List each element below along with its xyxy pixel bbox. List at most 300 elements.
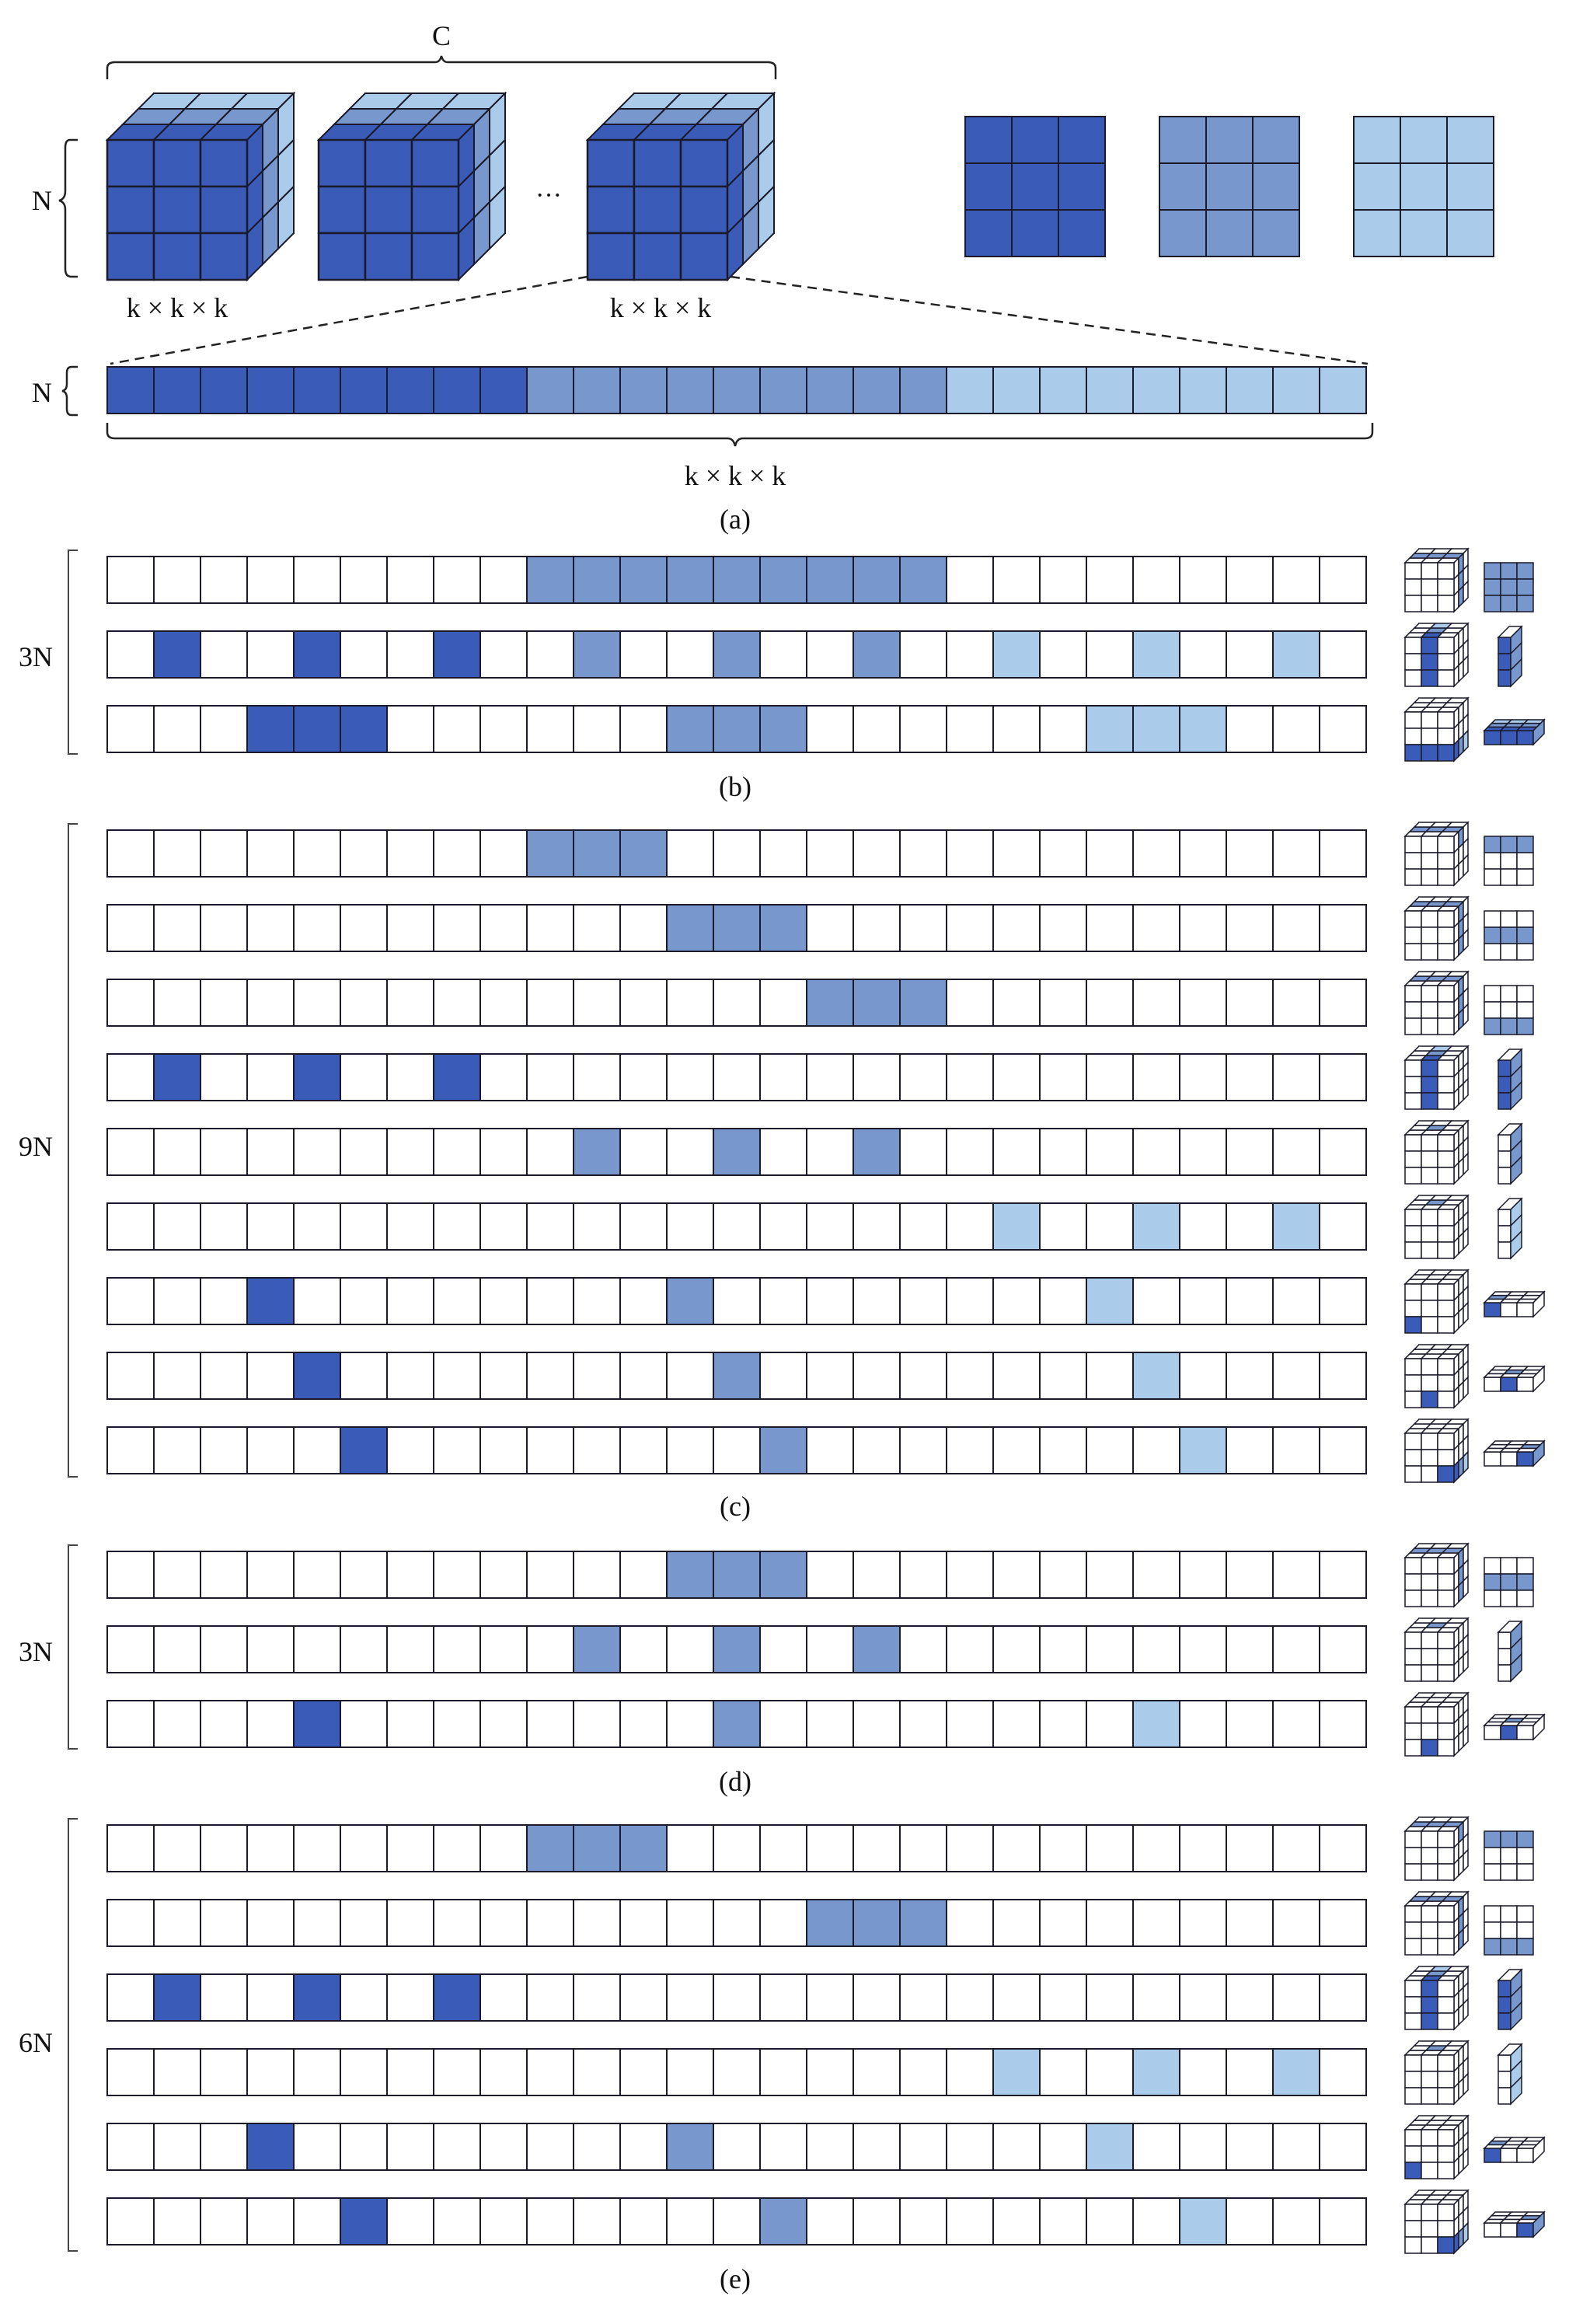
strip-cell	[247, 1427, 294, 1474]
strip-cell	[807, 1825, 853, 1872]
strip-cell	[1133, 1701, 1180, 1747]
strip-cell	[1133, 1825, 1180, 1872]
caption-b: (b)	[719, 771, 751, 802]
strip-cell	[1226, 1900, 1273, 1946]
strip-cell	[760, 631, 807, 678]
strip-cell	[387, 905, 434, 951]
strip-cell	[1180, 1974, 1226, 2021]
strip-cell	[1226, 2049, 1273, 2095]
strip-cell	[760, 1352, 807, 1399]
strip-cell	[200, 1626, 247, 1673]
strip-cell	[154, 557, 200, 603]
strip-cell	[1040, 1551, 1086, 1598]
strip-cell	[667, 1129, 713, 1175]
strip-cell	[620, 1278, 667, 1324]
strip-cell	[1320, 1626, 1366, 1673]
strip-cell	[760, 2123, 807, 2170]
strip-cell	[667, 1626, 713, 1673]
strip-cell	[900, 1825, 947, 1872]
strip-cell	[1133, 1129, 1180, 1175]
strip-cell	[527, 706, 574, 752]
panel-c-strip-2	[107, 905, 1366, 951]
strip-cell	[527, 1900, 574, 1946]
strip-cell	[1180, 1054, 1226, 1101]
strip-cell	[853, 979, 900, 1026]
legend-square-light	[1354, 117, 1494, 256]
strip-cell	[527, 1626, 574, 1673]
strip-cell	[1040, 979, 1086, 1026]
slice-cube-icon	[1405, 1195, 1468, 1258]
strip-cell	[247, 1626, 294, 1673]
strip-cell	[947, 1129, 993, 1175]
strip-cell	[340, 1129, 387, 1175]
strip-cell	[1226, 905, 1273, 951]
strip-cell	[620, 706, 667, 752]
strip-cell	[947, 1203, 993, 1250]
strip-cell	[947, 706, 993, 752]
strip-cell	[1320, 1054, 1366, 1101]
strip-cell	[807, 1054, 853, 1101]
panel-b-count-label: 3N	[19, 641, 53, 672]
strip-cell	[1273, 2198, 1320, 2245]
ellipsis: ···	[535, 181, 562, 210]
strip-cell	[434, 1427, 480, 1474]
panel-c-strip-8	[107, 1352, 1366, 1399]
strip-cell	[1226, 1278, 1273, 1324]
strip-cell	[294, 1701, 340, 1747]
strip-cell	[1273, 1278, 1320, 1324]
strip-cell	[294, 2198, 340, 2245]
strip-cell	[1180, 2123, 1226, 2170]
strip-cell	[713, 1203, 760, 1250]
strip-cell	[760, 2049, 807, 2095]
strip-cell	[900, 1203, 947, 1250]
strip-cell	[760, 1974, 807, 2021]
strip-cell	[1086, 2123, 1133, 2170]
strip-cell	[294, 1551, 340, 1598]
strip-cell	[1273, 830, 1320, 877]
strip-cell	[1180, 905, 1226, 951]
zoom-line-right	[730, 277, 1368, 364]
strip-cell	[713, 905, 760, 951]
strip-cell	[900, 1900, 947, 1946]
strip-cell	[713, 1701, 760, 1747]
strip-cell	[107, 706, 154, 752]
strip-cell	[620, 631, 667, 678]
strip-cell	[107, 557, 154, 603]
strip-cell	[527, 2123, 574, 2170]
strip-cell	[340, 1974, 387, 2021]
strip-cell	[1086, 2049, 1133, 2095]
panel-e	[19, 1817, 1544, 2294]
strip-cell	[1180, 1352, 1226, 1399]
strip-cell	[154, 1054, 200, 1101]
strip-cell	[620, 1701, 667, 1747]
strip-cell	[1320, 367, 1366, 414]
strip-cell	[387, 367, 434, 414]
strip-cell	[1226, 830, 1273, 877]
strip-cell	[620, 1203, 667, 1250]
strip-cell	[1320, 1825, 1366, 1872]
strip-cell	[760, 1626, 807, 1673]
strip-cell	[667, 2198, 713, 2245]
strip-cell	[1226, 557, 1273, 603]
strip-cell	[900, 830, 947, 877]
strip-cell	[1133, 367, 1180, 414]
strip-cell	[1086, 1129, 1133, 1175]
strip-cell	[200, 2198, 247, 2245]
caption-c: (c)	[720, 1491, 751, 1522]
strip-cell	[387, 1352, 434, 1399]
slice-result-icon	[1484, 2137, 1544, 2162]
strip-cell	[154, 1203, 200, 1250]
strip-cell	[947, 1626, 993, 1673]
slice-result-icon	[1484, 2212, 1544, 2237]
strip-cell	[154, 1551, 200, 1598]
strip-cell	[1320, 830, 1366, 877]
strip-cell	[853, 1203, 900, 1250]
strip-cell	[294, 367, 340, 414]
strip-cell	[294, 1974, 340, 2021]
strip-cell	[993, 1701, 1040, 1747]
strip-cell	[947, 1701, 993, 1747]
strip-cell	[760, 905, 807, 951]
strip-cell	[667, 1203, 713, 1250]
strip-cell	[480, 905, 527, 951]
panel-e-strip-4	[107, 2049, 1366, 2095]
strip-cell	[200, 830, 247, 877]
strip-cell	[294, 631, 340, 678]
slice-result-icon	[1484, 986, 1533, 1035]
panel-e-strip-6	[107, 2198, 1366, 2245]
strip-cell	[900, 1626, 947, 1673]
strip-cell	[1133, 979, 1180, 1026]
strip-cell	[667, 905, 713, 951]
strip-cell	[1086, 1701, 1133, 1747]
strip-cell	[574, 830, 620, 877]
strip-cell	[1133, 830, 1180, 877]
strip-cell	[1320, 1278, 1366, 1324]
strip-cell	[107, 1551, 154, 1598]
panel-e-strip-1	[107, 1825, 1366, 1872]
strip-cell	[947, 367, 993, 414]
strip-cell	[760, 830, 807, 877]
strip-cell	[1133, 2198, 1180, 2245]
strip-cell	[294, 706, 340, 752]
strip-cell	[1040, 631, 1086, 678]
strip-cell	[107, 1900, 154, 1946]
strip-cell	[434, 1352, 480, 1399]
strip-cell	[667, 979, 713, 1026]
strip-cell	[340, 1352, 387, 1399]
strip-cell	[434, 1129, 480, 1175]
strip-cell	[200, 1427, 247, 1474]
strip-cell	[387, 706, 434, 752]
strip-cell	[713, 631, 760, 678]
strip-cell	[154, 830, 200, 877]
strip-cell	[667, 367, 713, 414]
strip-cell	[853, 1701, 900, 1747]
strip-cell	[853, 1054, 900, 1101]
strip-cell	[620, 905, 667, 951]
strip-cell	[807, 1701, 853, 1747]
strip-cell	[247, 1701, 294, 1747]
strip-cell	[900, 1278, 947, 1324]
strip-cell	[713, 979, 760, 1026]
slice-result-icon	[1484, 1906, 1533, 1955]
strip-cell	[200, 2049, 247, 2095]
strip-cell	[947, 1551, 993, 1598]
strip-cell	[1040, 1701, 1086, 1747]
kernel-count-label: N	[32, 185, 52, 216]
strip-cell	[294, 979, 340, 1026]
strip-cell	[1133, 905, 1180, 951]
strip-cell	[527, 631, 574, 678]
strip-cell	[1226, 1129, 1273, 1175]
strip-cell	[1273, 1551, 1320, 1598]
slice-cube-icon	[1405, 2041, 1468, 2104]
strip-cell	[1133, 1203, 1180, 1250]
strip-cell	[1320, 557, 1366, 603]
kernel-count-brace	[59, 140, 78, 277]
strip-cell	[760, 1825, 807, 1872]
strip-cell	[1180, 830, 1226, 877]
strip-cell	[574, 1427, 620, 1474]
strip-cell	[574, 1701, 620, 1747]
strip-cell	[947, 1427, 993, 1474]
strip-cell	[574, 557, 620, 603]
strip-cell	[760, 1427, 807, 1474]
strip-cell	[853, 830, 900, 877]
strip-cell	[900, 1352, 947, 1399]
strip-cell	[1226, 1551, 1273, 1598]
strip-cell	[667, 1974, 713, 2021]
strip-cell	[154, 1352, 200, 1399]
strip-cell	[1040, 1054, 1086, 1101]
strip-cell	[294, 1054, 340, 1101]
strip-cell	[340, 367, 387, 414]
strip-cell	[900, 631, 947, 678]
strip-cell	[107, 1129, 154, 1175]
strip-cell	[340, 1551, 387, 1598]
slice-cube-icon	[1405, 1046, 1468, 1109]
strip-cell	[340, 706, 387, 752]
strip-cell	[1320, 1203, 1366, 1250]
panel-e-strip-3	[107, 1974, 1366, 2021]
strip-cell	[947, 631, 993, 678]
strip-cell	[807, 631, 853, 678]
strip-cell	[574, 1352, 620, 1399]
strip-cell	[853, 631, 900, 678]
strip-cell	[387, 979, 434, 1026]
strip-cell	[1086, 1825, 1133, 1872]
strip-cell	[1040, 706, 1086, 752]
strip-cell	[574, 2198, 620, 2245]
strip-cell	[340, 905, 387, 951]
strip-cell	[1180, 1626, 1226, 1673]
strip-cell	[900, 1427, 947, 1474]
strip-cell	[200, 367, 247, 414]
strip-cell	[1273, 2049, 1320, 2095]
strip-cell	[620, 1900, 667, 1946]
strip-cell	[527, 1278, 574, 1324]
flat-size-label: k × k × k	[684, 460, 786, 491]
strip-cell	[993, 557, 1040, 603]
strip-cell	[247, 1352, 294, 1399]
strip-cell	[667, 1352, 713, 1399]
strip-cell	[1086, 557, 1133, 603]
strip-cell	[1180, 1701, 1226, 1747]
strip-cell	[807, 706, 853, 752]
strip-cell	[1133, 1551, 1180, 1598]
strip-cell	[294, 1129, 340, 1175]
strip-cell	[107, 1352, 154, 1399]
strip-cell	[620, 1825, 667, 1872]
strip-cell	[154, 1427, 200, 1474]
strip-cell	[620, 557, 667, 603]
strip-cell	[200, 1551, 247, 1598]
strip-cell	[574, 1278, 620, 1324]
strip-cell	[993, 1825, 1040, 1872]
strip-cell	[480, 1129, 527, 1175]
panel-d-strip-3	[107, 1701, 1366, 1747]
strip-cell	[1086, 1203, 1133, 1250]
strip-cell	[574, 1551, 620, 1598]
slice-cube-icon	[1405, 1817, 1468, 1880]
panel-d	[19, 1544, 1544, 1797]
strip-cell	[247, 367, 294, 414]
strip-cell	[247, 706, 294, 752]
strip-cell	[1180, 557, 1226, 603]
panel-a	[32, 20, 1494, 535]
strip-cell	[1133, 706, 1180, 752]
slice-result-icon	[1498, 1049, 1522, 1109]
strip-cell	[853, 367, 900, 414]
slice-result-icon	[1484, 836, 1533, 885]
strip-cell	[434, 1054, 480, 1101]
strip-cell	[434, 1278, 480, 1324]
strip-cell	[574, 1054, 620, 1101]
strip-cell	[1320, 631, 1366, 678]
panel-d-strip-2	[107, 1626, 1366, 1673]
strip-cell	[993, 1129, 1040, 1175]
strip-cell	[574, 2049, 620, 2095]
strip-cell	[387, 1054, 434, 1101]
slice-result-icon	[1498, 1621, 1522, 1681]
strip-cell	[247, 905, 294, 951]
strip-cell	[434, 1626, 480, 1673]
strip-cell	[620, 2123, 667, 2170]
strip-cell	[1273, 706, 1320, 752]
slice-cube-icon	[1405, 698, 1468, 761]
strip-cell	[1226, 706, 1273, 752]
strip-cell	[853, 2123, 900, 2170]
strip-cell	[247, 979, 294, 1026]
strip-cell	[807, 557, 853, 603]
strip-cell	[527, 1427, 574, 1474]
strip-cell	[480, 1551, 527, 1598]
strip-cell	[713, 367, 760, 414]
strip-cell	[527, 1825, 574, 1872]
strip-cell	[620, 830, 667, 877]
strip-cell	[807, 1900, 853, 1946]
strip-cell	[527, 367, 574, 414]
strip-cell	[1180, 1278, 1226, 1324]
strip-cell	[1040, 1974, 1086, 2021]
strip-cell	[434, 367, 480, 414]
strip-cell	[713, 1129, 760, 1175]
strip-cell	[900, 979, 947, 1026]
strip-cell	[527, 1352, 574, 1399]
panel-c-strip-6	[107, 1203, 1366, 1250]
slice-cube-icon	[1405, 1892, 1468, 1955]
strip-cell	[387, 1427, 434, 1474]
strip-cell	[1086, 979, 1133, 1026]
strip-cell	[247, 1900, 294, 1946]
strip-cell	[574, 2123, 620, 2170]
strip-cell	[1133, 1352, 1180, 1399]
strip-cell	[340, 2123, 387, 2170]
strip-cell	[1180, 2049, 1226, 2095]
strip-cell	[620, 2049, 667, 2095]
strip-cell	[340, 1203, 387, 1250]
strip-cell	[667, 1427, 713, 1474]
strip-cell	[1040, 830, 1086, 877]
strip-cell	[1180, 1129, 1226, 1175]
strip-cell	[1320, 1129, 1366, 1175]
strip-cell	[1273, 905, 1320, 951]
strip-cell	[667, 1054, 713, 1101]
strip-cell	[1320, 1427, 1366, 1474]
strip-cell	[480, 1203, 527, 1250]
strip-cell	[294, 1352, 340, 1399]
strip-cell	[247, 1825, 294, 1872]
strip-cell	[574, 979, 620, 1026]
strip-cell	[434, 905, 480, 951]
strip-cell	[1133, 557, 1180, 603]
strip-cell	[1226, 2198, 1273, 2245]
strip-cell	[993, 2049, 1040, 2095]
strip-cell	[667, 2123, 713, 2170]
strip-cell	[1133, 2123, 1180, 2170]
kernel-cube-1	[107, 93, 294, 280]
strip-cell	[947, 1974, 993, 2021]
strip-cell	[154, 1278, 200, 1324]
strip-cell	[1086, 2198, 1133, 2245]
strip-cell	[1226, 1626, 1273, 1673]
strip-cell	[713, 1900, 760, 1946]
slice-cube-icon	[1405, 1966, 1468, 2029]
strip-cell	[574, 631, 620, 678]
strip-cell	[900, 1129, 947, 1175]
strip-cell	[107, 1203, 154, 1250]
strip-cell	[1040, 557, 1086, 603]
strip-cell	[947, 1900, 993, 1946]
strip-cell	[947, 1054, 993, 1101]
slice-cube-icon	[1405, 1345, 1468, 1408]
strip-cell	[480, 557, 527, 603]
strip-cell	[1273, 2123, 1320, 2170]
strip-cell	[713, 706, 760, 752]
strip-cell	[1226, 1974, 1273, 2021]
strip-cell	[527, 1203, 574, 1250]
slice-result-icon	[1498, 2044, 1522, 2104]
strip-cell	[294, 830, 340, 877]
panel-c-strip-4	[107, 1054, 1366, 1101]
strip-cell	[1320, 905, 1366, 951]
strip-cell	[993, 2198, 1040, 2245]
strip-cell	[620, 979, 667, 1026]
